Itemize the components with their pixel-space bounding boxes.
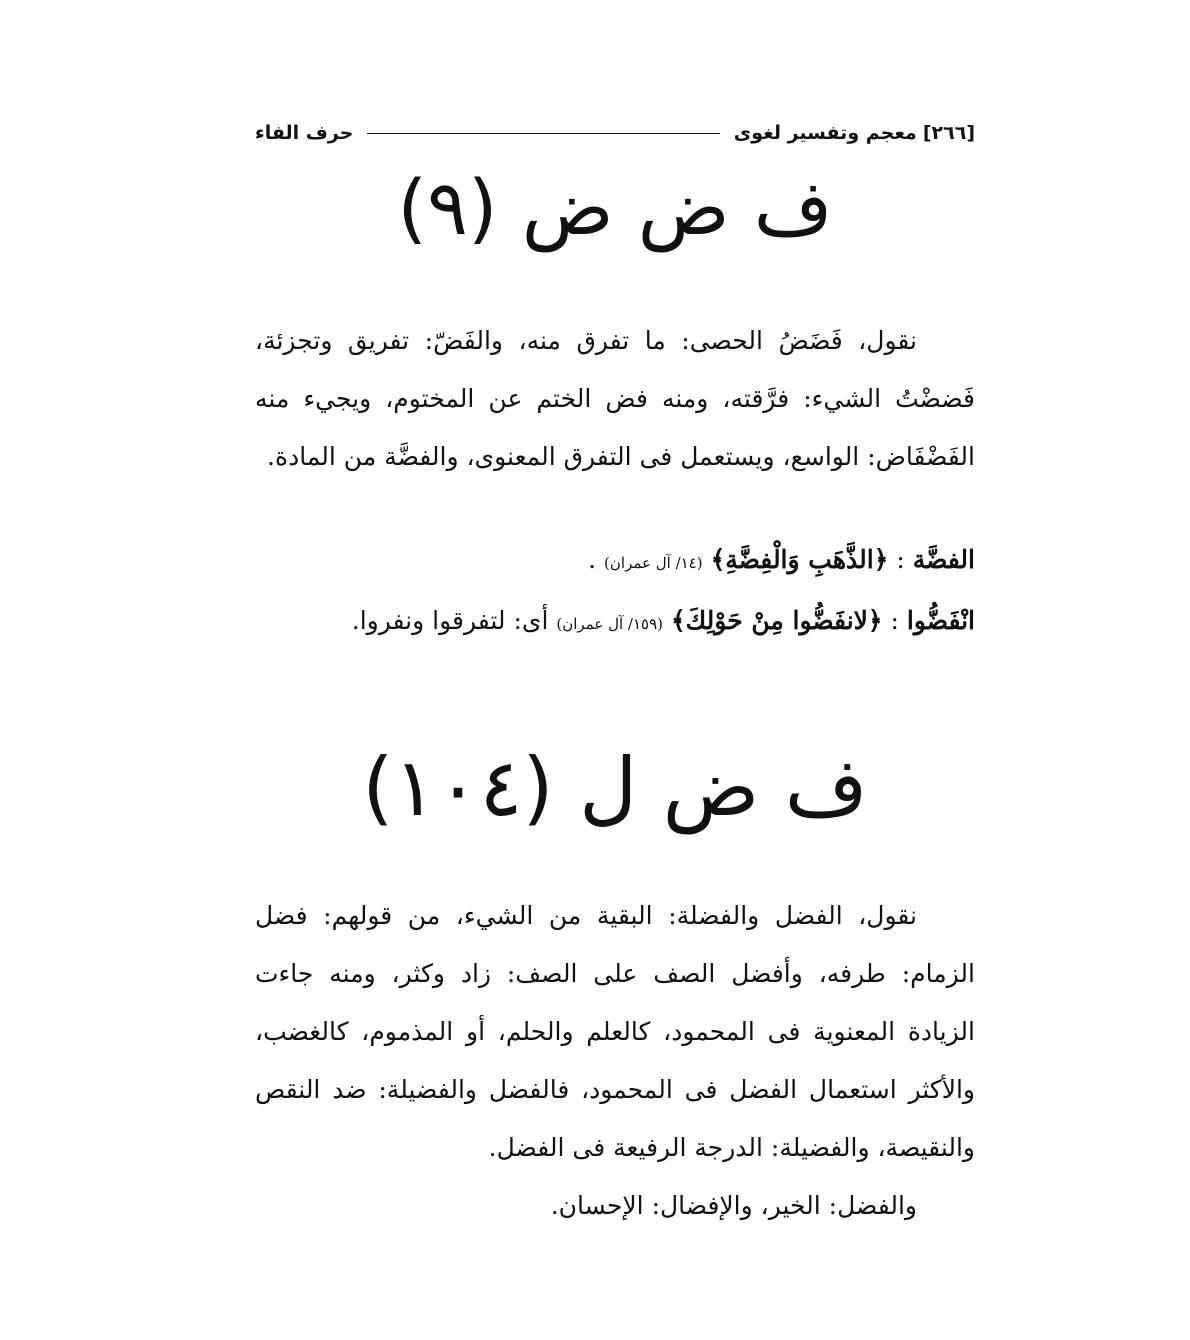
usage-separator: : [896, 545, 905, 574]
usage-item [255, 592, 975, 653]
usage-word: الفضَّة [912, 545, 975, 574]
header-rule [367, 133, 719, 134]
usage-end: أى: لتفرقوا ونفروا. [351, 606, 549, 635]
entry2-paragraph: نقول، الفضل والفضلة: البقية من الشيء، من قولهم: فضل الزمام: طرفه، وأفضل الصف على الصف: زاد وكثر، ومنه جاءت الزيادة المعنوية فى المحمود، كالعلم والحلم، أو المذموم، كالغضب، والأكثر استعمال الفضل فى المحمود، فالفضل والفضيلة: ضد النقص والنقيصة، والفضيلة: الدرجة الرفيعة فى الفضل. [255, 901, 975, 1162]
quran-quote: ﴿الذَّهَبِ وَالْفِضَّةِ﴾ [710, 545, 889, 574]
verse-reference: (١٤/ آل عمران) [604, 554, 703, 572]
running-header [255, 118, 975, 148]
book-title: معجم وتفسير لغوى [733, 122, 917, 144]
usage-separator: : [890, 606, 899, 635]
entry-heading-fdd: ف ض ض (٩) [397, 163, 833, 252]
section-name: حرف الفاء [255, 122, 354, 144]
dictionary-page [255, 0, 975, 1340]
quran-quote: ﴿لانفَضُّوا مِنْ حَوْلِكَ﴾ [670, 606, 883, 635]
entry2-paragraph: والفضل: الخير، والإفضال: الإحسان. [550, 1191, 917, 1220]
entry1-paragraph: نقول، فَضَضُ الحصى: ما تفرق منه، والفَضّ: تفريق وتجزئة، فَضضْتُ الشيء: فرَّقته، ومنه فض الختم عن المختوم، ويجيء منه الفَضْفَاض: الواسع، ويستعمل فى التفرق المعنوى، والفضَّة من المادة. [255, 326, 975, 471]
entry1-usages [255, 531, 975, 653]
entry2-body [255, 887, 975, 1235]
usage-end: . [588, 545, 597, 574]
usage-word: انْفَضُّوا [906, 606, 975, 635]
entry1-body [255, 312, 975, 486]
page-number: [٢٦٦] [922, 122, 975, 144]
verse-reference: (١٥٩/ آل عمران) [556, 615, 664, 633]
entry-heading-fdl: ف ض ل (١٠٤) [362, 741, 868, 834]
usage-item [255, 531, 975, 592]
